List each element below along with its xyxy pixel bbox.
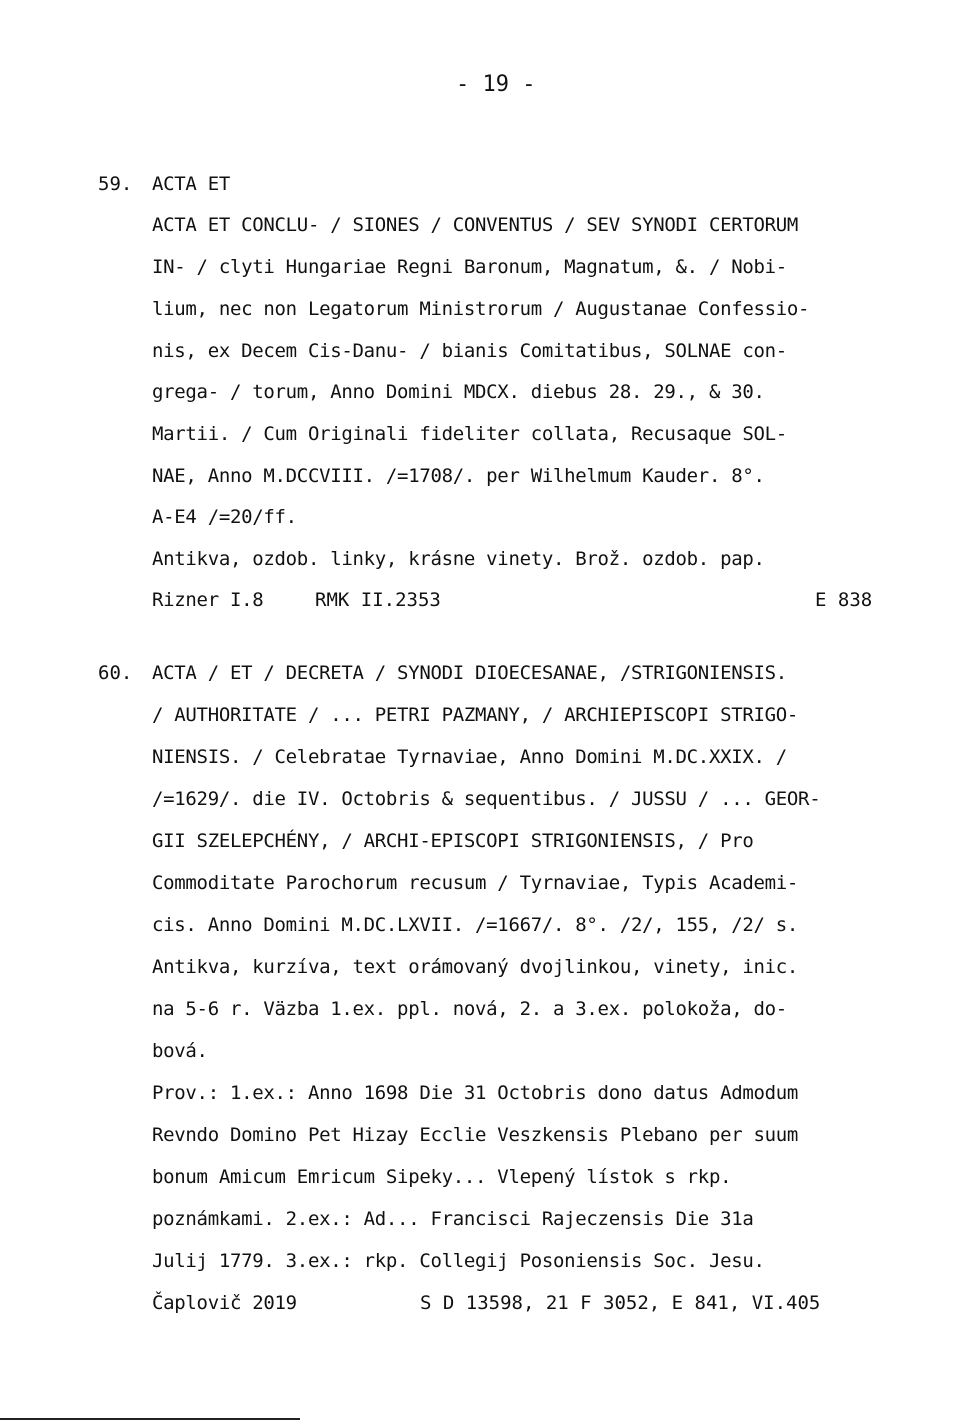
entry-line: nis, ex Decem Cis-Danu- / bianis Comitatibus, SOLNAE con- — [152, 340, 787, 362]
entry-line: bonum Amicum Emricum Sipeky... Vlepený lístok s rkp. — [152, 1166, 732, 1188]
entry-number: 60. — [98, 662, 133, 684]
entry-number: 59. — [98, 173, 133, 195]
entry-line: NAE, Anno M.DCCVIII. /=1708/. per Wilhelmum Kauder. 8°. — [152, 465, 765, 487]
entry-line: Julij 1779. 3.ex.: rkp. Collegij Posoniensis Soc. Jesu. — [152, 1250, 765, 1272]
entry-line: ACTA ET CONCLU- / SIONES / CONVENTUS / SEV SYNODI CERTORUM — [152, 214, 799, 236]
entry-line: Antikva, kurzíva, text orámovaný dvojlinkou, vinety, inic. — [152, 956, 799, 978]
reference-left: Čaplovič 2019 — [152, 1292, 297, 1314]
entry-line: Martii. / Cum Originali fideliter collata, Recusaque SOL- — [152, 423, 787, 445]
entry-line: / AUTHORITATE / ... PETRI PAZMANY, / ARCHIEPISCOPI STRIGO- — [152, 704, 799, 726]
entry-line: ACTA ET — [152, 173, 230, 195]
bottom-divider — [0, 1418, 300, 1420]
entry-line: cis. Anno Domini M.DC.LXVII. /=1667/. 8°. /2/, 155, /2/ s. — [152, 914, 799, 936]
entry-line: grega- / torum, Anno Domini MDCX. diebus 28. 29., & 30. — [152, 381, 765, 403]
entry-line: na 5-6 r. Väzba 1.ex. ppl. nová, 2. a 3.ex. polokoža, do- — [152, 998, 787, 1020]
entry-line: poznámkami. 2.ex.: Ad... Francisci Rajeczensis Die 31a — [152, 1208, 754, 1230]
entry-line: IN- / clyti Hungariae Regni Baronum, Magnatum, &. / Nobi- — [152, 256, 787, 278]
entry-line: Prov.: 1.ex.: Anno 1698 Die 31 Octobris dono datus Admodum — [152, 1082, 799, 1104]
reference-mid: RMK II.2353 — [315, 589, 441, 611]
reference-left: Rizner I.8 — [152, 589, 264, 611]
entry-line: bová. — [152, 1040, 208, 1062]
reference-right: S D 13598, 21 F 3052, E 841, VI.405 — [420, 1292, 821, 1314]
entry-line: A-E4 /=20/ff. — [152, 506, 297, 528]
entry-line: Antikva, ozdob. linky, krásne vinety. Brož. ozdob. pap. — [152, 548, 765, 570]
entry-line: NIENSIS. / Celebratae Tyrnaviae, Anno Domini M.DC.XXIX. / — [152, 746, 787, 768]
entry-line: Commoditate Parochorum recusum / Tyrnaviae, Typis Academi- — [152, 872, 799, 894]
entry-line: Revndo Domino Pet Hizay Ecclie Veszkensis Plebano per suum — [152, 1124, 799, 1146]
page-number: - 19 - — [456, 72, 536, 97]
entry-line: /=1629/. die IV. Octobris & sequentibus. / JUSSU / ... GEOR- — [152, 788, 821, 810]
entry-line: lium, nec non Legatorum Ministrorum / Augustanae Confessio- — [152, 298, 810, 320]
reference-right: E 838 — [815, 589, 873, 611]
entry-line: GII SZELEPCHÉNY, / ARCHI-EPISCOPI STRIGONIENSIS, / Pro — [152, 830, 754, 852]
entry-line: ACTA / ET / DECRETA / SYNODI DIOECESANAE, /STRIGONIENSIS. — [152, 662, 787, 684]
